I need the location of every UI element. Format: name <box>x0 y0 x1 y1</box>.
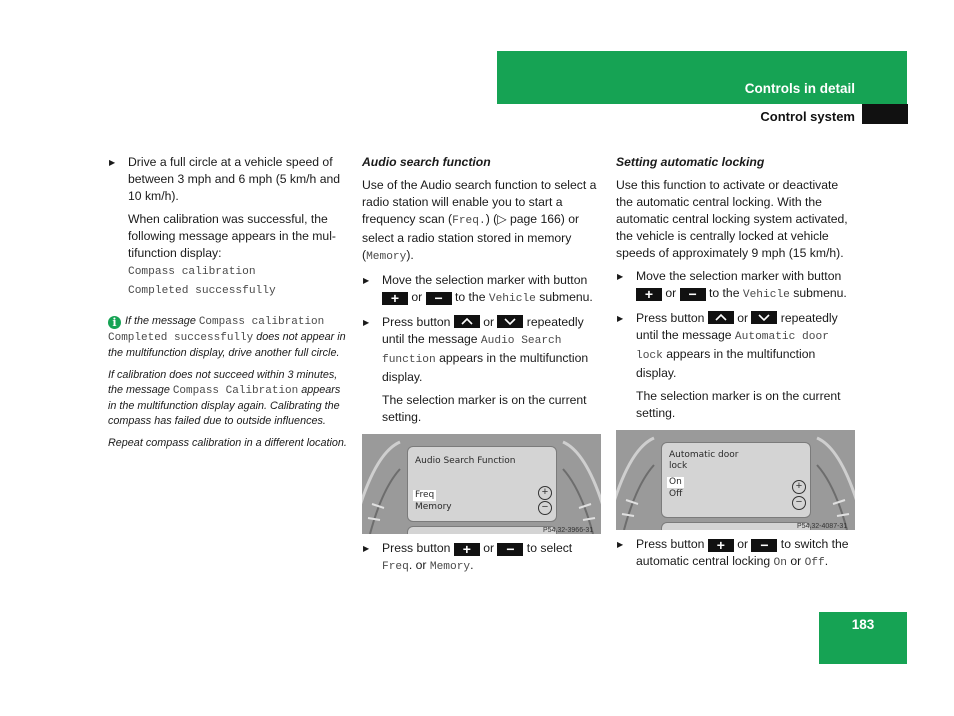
audio-search-intro: Use of the Audio search function to select a radio station will enable you to start a frequency scan (Freq.) (▷ page 166) or select a radio station stored in memory (Memory). <box>362 178 597 263</box>
automatic-locking-intro: Use this function to activate or deactivate the automatic central locking. With the automatic central locking system activated, the vehicle is centrally locked at vehicle speeds of approximately 9 mph (15 km/h). <box>616 178 848 260</box>
plus-button-icon: + <box>636 288 662 301</box>
display-title: Audio Search Function <box>415 456 516 466</box>
column-1 <box>108 154 348 458</box>
display-option-on: On <box>669 477 682 487</box>
step-move-marker: ▶ Move the selection marker with button + or − to the Vehicle submenu. <box>362 272 602 308</box>
page-number: 183 <box>851 617 875 632</box>
figure-code: P54.32-3966-31 <box>543 527 594 534</box>
step-select-freq-memory: ▶ Press button + or − to select Freq. or Memory. <box>362 540 602 576</box>
display-plus-icon: + <box>792 480 806 494</box>
minus-button-icon: − <box>751 539 777 552</box>
up-arrow-button-icon <box>708 311 734 324</box>
note-calibration-failed: If calibration does not succeed within 3 minutes, the message Compass Calibration appears in the multifunction display again. Calibrating the compass has failed due to outside influences. <box>108 369 341 427</box>
plus-button-icon: + <box>382 292 408 305</box>
step-switch-locking: ▶ Press button + or − to switch the automatic central locking On or Off. <box>616 536 856 572</box>
note-not-successful: i If the message Compass calibration Completed successfully does not appear in the multifunction display, drive another full circle. <box>108 315 346 359</box>
step-press-arrow: ▶ Press button or repeatedly until the message Automatic door lock appears in the multifunction display. <box>616 310 856 382</box>
heading-audio-search: Audio search function <box>362 155 491 169</box>
minus-button-icon: − <box>680 288 706 301</box>
plus-button-icon: + <box>708 539 734 552</box>
up-arrow-button-icon <box>454 315 480 328</box>
note-repeat-calibration: Repeat compass calibration in a different location. <box>108 437 347 449</box>
page-number-box <box>819 612 907 664</box>
audio-search-display-figure <box>362 434 601 534</box>
down-arrow-button-icon <box>497 315 523 328</box>
calibration-success-text: When calibration was successful, the following message appears in the mul-tifunction display: Compass calibration Completed successfully <box>128 212 336 297</box>
section-title: Controls in detail <box>744 81 855 96</box>
section-subtitle: Control system <box>760 109 855 124</box>
plus-button-icon: + <box>454 543 480 556</box>
display-option-off: Off <box>669 489 683 499</box>
display-minus-icon: − <box>538 501 552 515</box>
display-title-line2: lock <box>669 461 688 471</box>
minus-button-icon: − <box>497 543 523 556</box>
step-move-marker: ▶ Move the selection marker with button + or − to the Vehicle submenu. <box>616 268 856 304</box>
display-message-line1: Compass calibration <box>128 266 256 278</box>
automatic-lock-display-figure <box>616 430 855 530</box>
info-icon: i <box>108 316 121 329</box>
down-arrow-button-icon <box>751 311 777 324</box>
figure-code: P54.32-4087-31 <box>797 523 848 530</box>
display-title-line1: Automatic door <box>669 450 739 460</box>
minus-button-icon: − <box>426 292 452 305</box>
marker-current-setting: The selection marker is on the current setting. <box>636 389 841 420</box>
heading-automatic-locking: Setting automatic locking <box>616 155 765 169</box>
instruction-drive-circle: ▶ Drive a full circle at a vehicle speed of between 3 mph and 6 mph (5 km/h and 10 km/h). <box>108 154 348 205</box>
display-lower-panel <box>661 522 811 530</box>
column-2 <box>362 154 602 582</box>
step-press-arrow: ▶ Press button or repeatedly until the message Audio Search function appears in the multifunction display. <box>362 314 602 386</box>
display-option-freq: Freq <box>415 490 435 500</box>
display-plus-icon: + <box>538 486 552 500</box>
column-3 <box>616 154 856 578</box>
marker-current-setting: The selection marker is on the current setting. <box>382 393 587 424</box>
display-lower-panel <box>407 526 557 534</box>
display-minus-icon: − <box>792 496 806 510</box>
display-message-line2: Completed successfully <box>128 285 276 297</box>
header-tab-marker <box>862 104 908 124</box>
display-option-memory: Memory <box>415 502 452 512</box>
